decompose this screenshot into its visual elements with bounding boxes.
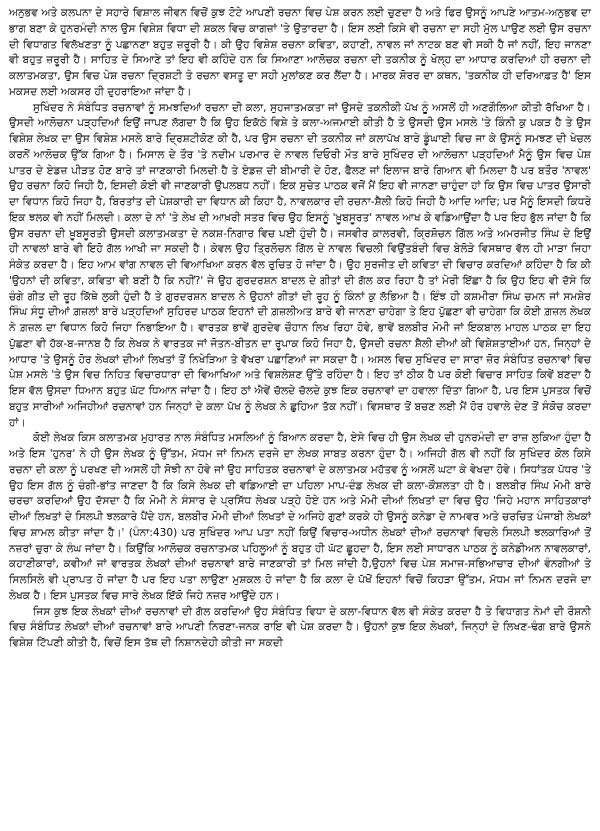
paragraph-2: ਸੁਖਿੰਦਰ ਨੇ ਸੰਬੰਧਿਤ ਰਚਨਾਵਾਂ ਨੂੰ ਸਮਝਦਿਆਂ ਰਚਨਾ ਦੀ ਕਲਾ, ਸੁਹਜਾਤਮਕਤਾ ਜਾਂ ਉਸਦੇ ਤਕਨੀਕੀ ਪੱਖ ਨੂੰ ਅਸਲੋਂ ਹੀ ਅਣਗੌਲਿਆ ਕੀਤੀ ਰੱਖਿਆ ਹੈ। ਉਸਦੀ ਆਲੋਚਨਾ ਪੜ੍ਹਦਿਆਂ ਇਉਂ ਜਾਪਣ ਲੱਗਦਾ ਹੈ ਕਿ ਉਹ ਇਕੱਠੇ ਵਿਸ਼ੇ ਤੇ ਕਲਾ-ਅਜਮਾਈ ਕੀਤੀ ਹੈ ਤੇ ਉਸਦੀ ਉਸ ਮਸਲੇ 'ਤੇ ਕਿੰਨੀ ਕੁ ਪਕੜ ਹੈ ਤੇ ਉਸ ਵਿਸ਼ੇਸ਼ ਲੇਖਕ ਦਾ ਉਸ ਵਿਸ਼ੇਸ਼ ਮਸਲੇ ਬਾਰੇ ਦ੍ਰਿਸ਼ਟੀਕੋਣ ਕੀ ਹੈ, ਪਰ ਉਸ ਰਚਨਾ ਦੀ ਤਕਨੀਕ ਜਾਂ ਕਲਾਪੱਖ ਬਾਰੇ ਡੂੰਘਾਈ ਵਿਚ ਜਾ ਕੇ ਉਸਨੂੰ ਸਮਝਣ ਦੀ ਖੇਚਲ ਕਰਨੋਂ ਆਲੋਚਕ ਉੱਕ ਗਿਆ ਹੈ। ਮਿਸਾਲ ਦੇ ਤੌਰ 'ਤੇ ਨਦੀਮ ਪਰਮਾਰ ਦੇ ਨਾਵਲ ਦਿਓਰੀ ਮੌਤ ਬਾਰੇ ਸੁਖਿੰਦਰ ਦੀ ਆਲੋਚਨਾ ਪੜ੍ਹਦਿਆਂ ਮੈਨੂੰ ਉਸ ਵਿਚ ਪੇਸ਼ ਪਾਤਰ ਦੇ ਏਡਜ਼ ਪੀੜਤ ਹੋਣ ਬਾਰੇ ਤਾਂ ਜਾਣਕਾਰੀ ਮਿਲਦੀ ਹੈ ਤੇ ਏਡਜ਼ ਦੀ ਬੀਮਾਰੀ ਦੇ ਹੋਣ, ਫੈਲਣ ਜਾਂ ਇਲਾਜ ਬਾਰੇ ਗਿਆਨ ਵੀ ਮਿਲਦਾ ਹੈ ਪਰ ਬਤੌਰ 'ਨਾਵਲ' ਉਹ ਰਚਨਾ ਕਿਹੋ ਜਿਹੀ ਹੈ, ਇਸਦੀ ਕੋਈ ਵੀ ਜਾਣਕਾਰੀ ਉਪਲਬਧ ਨਹੀਂ। ਇਕ ਸੁਚੇਤ ਪਾਠਕ ਵਜੋਂ ਮੈਂ ਇਹ ਵੀ ਜਾਨਣਾ ਚਾਹੁੰਦਾ ਹਾਂ ਕਿ ਉਸ ਵਿਚ ਪਾਤਰ ਉਸਾਰੀ ਦਾ ਵਿਧਾਨ ਕਿਹੋ ਜਿਹਾ ਹੈ, ਬਿਰਤਾਂਤ ਦੀ ਪੇਸ਼ਕਾਰੀ ਦਾ ਵਿਧਾਨ ਕੀ ਕਿਹਾ ਹੈ, ਨਾਵਲਕਾਰ ਦੀ ਰਚਨਾ-ਸ਼ੈਲੀ ਕਿਹੋ ਜਿਹੀ ਹੈ ਆਦਿ ਆਦਿ; ਪਰ ਮੈਨੂੰ ਇਸਦੀ ਕਿਧਰੇ ਇਕ ਝਲਕ ਵੀ ਨਹੀਂ ਮਿਲਦੀ। ਕਲਾ ਦੇ ਨਾਂ 'ਤੇ ਲੇਖ ਦੀ ਆਖ਼ਰੀ ਸਤਰ ਵਿਚ ਉਹ ਇਸਨੂੰ 'ਖ਼ੂਬਸੂਰਤ' ਨਾਵਲ ਆਖ ਕੇ ਵਡਿਆਉਂਦਾ ਹੈ ਪਰ ਇਹ ਭੁੱਲ ਜਾਂਦਾ ਹੈ ਕਿ ਉਸ ਰਚਨਾ ਦੀ ਖ਼ੂਬਸੂਰਤੀ ਉਸਦੀ ਕਲਾਤਮਕਤਾ ਦੇ ਨਕਸ਼-ਨਿਗਾਰ ਵਿਚ ਪਈ ਹੁੰਦੀ ਹੈ। ਜਸਵੀਰ ਕਾਲਰਵੀ, ਕ੍ਰਿਸ਼ੋਚਨ ਗਿੱਲ ਅਤੇ ਅਮਰਜੀਤ ਸਿੰਘ ਦੇ ਇਉਂ ਹੀ ਨਾਵਲਾਂ ਬਾਰੇ ਵੀ ਇਹੋ ਗੱਲ ਆਖੀ ਜਾ ਸਕਦੀ ਹੈ। ਕੇਵਲ ਉਹ ਤ੍ਰਿਲੋਚਨ ਗਿੱਲ ਦੇ ਨਾਵਲ ਵਿਚਲੀ ਵਿਉਂਤਬੰਦੀ ਵਿਚ ਬੇਲੋੜੇ ਵਿਸਥਾਰ ਵੱਲ ਹੀ ਮਾੜਾ ਜਿਹਾ ਸੰਕੇਤ ਕਰਦਾ ਹੈ। ਇਹ ਆਮ ਵਾਂਗ ਨਾਵਲ ਦੀ ਵਿਆਖਿਆ ਕਰਨ ਵੱਲ ਰੁਚਿਤ ਹੋ ਜਾਂਦਾ ਹੈ। ਉਹ ਸੁਰਜੀਤ ਦੀ ਕਵਿਤਾ ਦੀ ਵਿਚਾਰ ਕਰਦਿਆਂ ਕਹਿੰਦਾ ਹੈ ਕਿ ਕੀ 'ਉਹਨਾਂ ਦੀ ਕਵਿਤਾ, ਕਵਿਤਾ ਵੀ ਬਣੀ ਹੈ ਕਿ ਨਹੀਂ?' ਜੇ ਉਹ ਗੁਰਦਰਸ਼ਨ ਬਾਦਲ ਦੇ ਗੀਤਾਂ ਦੀ ਗੱਲ ਕਰ ਰਿਹਾ ਹੈ ਤਾਂ ਮੇਰੀ ਇੱਛਾ ਹੈ ਕਿ ਉਹ ਇਹ ਵੀ ਦੱਸੇ ਕਿ ਚੰਗੇ ਗੀਤ ਦੀ ਰੂਹ ਕਿੱਥੇ ਲੁਕੀ ਹੁੰਦੀ ਹੈ ਤੇ ਗੁਰਦਰਸ਼ਨ ਬਾਦਲ ਨੇ ਉਹਨਾਂ ਗੀਤਾਂ ਦੀ ਰੂਹ ਨੂੰ ਕਿੰਨਾਂ ਕੁ ਲੱਭਿਆ ਹੈ। ਇੰਝ ਹੀ ਕਸ਼ਮੀਰਾ ਸਿੰਘ ਚਮਨ ਜਾਂ ਸਮਸ਼ੇਰ ਸਿੰਘ ਸੰਧੂ ਦੀਆਂ ਗ਼ਜ਼ਲਾਂ ਬਾਰੇ ਪੜ੍ਹਦਿਆਂ ਸੁਹਿਰਦ ਪਾਠਕ ਇਹਨਾਂ ਦੀ ਗ਼ਜ਼ਲੀਅਤ ਬਾਰੇ ਵੀ ਜਾਨਣਾ ਚਾਹੇਗਾ ਤੇ ਇਹ ਪੁੱਛਣਾ ਵੀ ਚਾਹੇਗਾ ਕਿ ਕੋਈ ਗ਼ਜ਼ਲ ਲੇਖਕ ਨੇ ਗ਼ਜ਼ਲ ਦਾ ਵਿਧਾਨ ਕਿਹੋ ਜਿਹਾ ਨਿਭਾਇਆ ਹੈ। ਵਾਰਤਕ ਭਾਵੇਂ ਗੁਰਦੇਵ ਚੌਹਾਨ ਲਿਖ ਰਿਹਾ ਹੋਵੇ, ਭਾਵੇਂ ਬਲਬੀਰ ਮੋਮੀ ਜਾਂ ਇਕਬਾਲ ਮਾਹਲ ਪਾਠਕ ਦਾ ਇਹ ਪੁੱਛਣਾ ਵੀ ਹੱਕ-ਬ-ਜਾਨਬ ਹੈ ਕਿ ਲੇਖਕ ਨੇ ਵਾਰਤਕ ਜਾਂ ਜੋਤਨ-ਬੀਤਨ ਦਾ ਰੂਪਾਕ ਕਿਹੋ ਜਿਹਾ ਹੈ, ਉਸਦੀ ਰਚਨਾ ਸ਼ੈਲੀ ਦੀਆਂ ਕੀ ਵਿਸ਼ੇਸ਼ਤਾਈਆਂ ਹਨ, ਜਿਨ੍ਹਾਂ ਦੇ ਆਧਾਰ 'ਤੇ ਉਸਨੂੰ ਹੋਰ ਲੇਖਕਾਂ ਦੀਆਂ ਲਿਖਤਾਂ ਤੋਂ ਨਿਖੇੜਿਆ ਤੇ ਵੱਖਰਾ ਪਛਾਣਿਆਂ ਜਾ ਸਕਦਾ ਹੈ। ਅਸਲ ਵਿਚ ਸੁਖਿੰਦਰ ਦਾ ਸਾਰਾ ਜ਼ੋਰ ਸੰਬੰਧਿਤ ਰਚਨਾਵਾਂ ਵਿਚ ਪੇਸ਼ ਮਸਲੇ 'ਤੇ ਉਸ ਵਿਚ ਨਿਹਿਤ ਵਿਚਾਰਧਾਰਾ ਦੀ ਵਿਆਖਿਆ ਅਤੇ ਵਿਸ਼ਲੇਸ਼ਣ ਉੱਤੇ ਰਹਿੰਦਾ ਹੈ। ਇਹ ਤਾਂ ਠੀਕ ਹੈ ਪਰ ਕੋਈ ਵਿਚਾਰ ਸਾਹਿਤ ਕਿਵੇਂ ਬਣਦਾ ਹੈ ਇਸ ਵੱਲ ਉਸਦਾ ਧਿਆਨ ਬਹੁਤ ਘੱਟ ਧਿਆਨ ਜਾਂਦਾ ਹੈ। ਇਹ ਠਾਂ ਐਵੇਂ ਚੱਲਦੇ ਚੱਲਦੇ ਕੁਝ ਇਕ ਰਚਨਾਵਾਂ ਦਾ ਹਵਾਲਾ ਦਿੱਤਾ ਗਿਆ ਹੈ, ਪਰ ਇਸ ਪੁਸਤਕ ਵਿਚੋਂ ਬਹੁਤ ਸਾਰੀਆਂ ਅਜਿਹੀਆਂ ਰਚਨਾਵਾਂ ਹਨ ਜਿਨ੍ਹਾਂ ਦੇ ਕਲਾ ਪੱਖ ਨੂੰ ਲੇਖਕ ਨੇ ਛੁਹਿਆ ਤੱਕ ਨਹੀਂ। ਵਿਸਥਾਰ ਤੋਂ ਬਚਣ ਲਈ ਮੈਂ ਹੋਰ ਹਵਾਲੇ ਦੇਣ ਤੋਂ ਸੰਕੋਚ ਕਰਦਾ ਹਾਂ। [9, 101, 592, 429]
paragraph-3: ਕੋਈ ਲੇਖਕ ਕਿਸ ਕਲਾਤਮਕ ਮੁਹਾਰਤ ਨਾਲ ਸੰਬੰਧਿਤ ਮਸਲਿਆਂ ਨੂੰ ਬਿਆਨ ਕਰਦਾ ਹੈ, ਏਸੇ ਵਿਚ ਹੀ ਉਸ ਲੇਖਕ ਦੀ ਹੁਨਰਮੰਦੀ ਦਾ ਰਾਜ਼ ਲੁਕਿਆ ਹੁੰਦਾ ਹੈ ਅਤੇ ਇਸ 'ਹੁਨਰ' ਨੇ ਹੀ ਉਸ ਲੇਖਕ ਨੂੰ ਉੱਤਮ, ਮੱਧਮ ਜਾਂ ਨਿਮਨ ਦਰਜੇ ਦਾ ਲੇਖਕ ਸਾਬਤ ਕਰਨਾ ਹੁੰਦਾ ਹੈ। ਅਜਿਹੀ ਗੱਲ ਵੀ ਨਹੀਂ ਕਿ ਸੁਖਿੰਦਰ ਕੋਲ ਕਿਸੇ ਰਚਨਾ ਦੀ ਕਲਾ ਨੂੰ ਪਰਖਣ ਦੀ ਅਸਲੋਂ ਹੀ ਸੋਝੀ ਨਾ ਹੋਵੇ ਜਾਂ ਉਹ ਸਾਹਿਤਕ ਰਚਨਾਵਾਂ ਦੇ ਕਲਾਤਮਕ ਮਹੱਤਵ ਨੂੰ ਅਸਲੋਂ ਘਟਾ ਕੇ ਵੇਖਦਾ ਹੋਵੇ। ਸਿਧਾਂਤਕ ਪੱਧਰ 'ਤੇ ਉਹ ਇਸ ਗੱਲ ਨੂੰ ਚੰਗੀ-ਭਾਂਤ ਜਾਣਦਾ ਹੈ ਕਿ ਕਿਸੇ ਲੇਖਕ ਦੀ ਵਡਿਆਈ ਦਾ ਪਹਿਲਾ ਮਾਪ-ਦੰਡ ਲੇਖਕ ਦੀ ਕਲਾ-ਕੌਸ਼ਲਤਾ ਹੀ ਹੈ। ਬਲਬੀਰ ਸਿੰਘ ਮੋਮੀ ਬਾਰੇ ਚਰਚਾ ਕਰਦਿਆਂ ਉਹ ਦੱਸਦਾ ਹੈ ਕਿ ਮੋਮੀ ਨੇ ਸੰਸਾਰ ਦੇ ਪ੍ਰਸਿੱਧ ਲੇਖਕ ਪੜ੍ਹੇ ਹੋਏ ਹਨ ਅਤੇ ਮੋਮੀ ਦੀਆਂ ਲਿਖਤਾਂ ਦਾ ਵਿਚ ਉਹ 'ਜਿਹੇ ਮਹਾਨ ਸਾਹਿਤਕਾਰਾਂ ਦੀਆਂ ਲਿਖਤਾਂ ਦੇ ਸਿਲਪੀ ਝਲਕਾਰੇ ਪੈਂਦੇ ਹਨ, ਬਲਬੀਰ ਮੋਮੀ ਦੀਆਂ ਲਿਖਤਾਂ ਦੇ ਅਜਿਹੇ ਗੁਣਾਂ ਕਰਕੇ ਹੀ ਉਸਨੂੰ ਕਨੇਡਾ ਦੇ ਨਾਮਵਰ ਅਤੇ ਚਰਚਿਤ ਪੰਜਾਬੀ ਲੇਖਕਾਂ ਵਿਚ ਸ਼ਾਮਲ ਕੀਤਾ ਜਾਂਦਾ ਹੈ।' (ਪੰਨਾ:430) ਪਰ ਸੁਖਿੰਦਰ ਆਪ ਪਤਾ ਨਹੀਂ ਕਿਉਂ ਵਿਚਾਰ-ਅਧੀਨ ਲੇਖਕਾਂ ਦੀਆਂ ਰਚਨਾਵਾਂ ਵਿਚਲੇ ਸਿਲਪੀ ਝਲਕਾਰਿਆਂ ਤੋਂ ਨਜ਼ਰਾਂ ਚੁਰਾ ਕੇ ਲੰਘ ਜਾਂਦਾ ਹੈ। ਕਿਉਂਕਿ ਆਲੋਚਕ ਰਚਨਾਤਮਕ ਪਹਿਲੂਆਂ ਨੂੰ ਬਹੁਤ ਹੀ ਘੱਟ ਛੂਹਦਾ ਹੈ, ਇਸ ਲਈ ਸਾਧਾਰਨ ਪਾਠਕ ਨੂੰ ਕਨੇਡੀਅਨ ਨਾਵਲਕਾਰਾਂ, ਕਹਾਣੀਕਾਰਾਂ, ਕਵੀਆਂ ਜਾਂ ਵਾਰਤਕ ਲੇਖਕਾਂ ਦੀਆਂ ਰਚਨਾਵਾਂ ਬਾਰੇ ਜਾਣਕਾਰੀ ਤਾਂ ਮਿਲ ਜਾਂਦੀ ਹੈ,ਉਹਨਾਂ ਵਿਚ ਪੇਸ਼ ਸਮਾਜ-ਸਭਿਆਚਾਰ ਦੀਆਂ ਵੰਨਗੀਆਂ ਤੇ ਸਿਲਸਿਲੇ ਵੀ ਪ੍ਰਾਪਤ ਹੋ ਜਾਂਦਾ ਹੈ ਪਰ ਇਹ ਪਤਾ ਲਾਉਣਾ ਮੁਸ਼ਕਲ ਹੋ ਜਾਂਦਾ ਹੈ ਕਿ ਕਲਾ ਦੇ ਪੱਖੋਂ ਇਹਨਾਂ ਵਿਚੋਂ ਕਿਹੜਾ ਉੱਤਮ, ਮੱਧਮ ਜਾਂ ਨਿਮਨ ਦਰਜੇ ਦਾ ਲੇਖਕ ਹੈ। ਇਸ ਪੁਸਤਕ ਵਿਚ ਸਾਰੇ ਲੇਖਕ ਇੱਕੋ ਜਿਹੇ ਨਜ਼ਰ ਆਉਂਦੇ ਹਨ। [9, 432, 591, 602]
paragraph-1: ਅਨੁਭਵ ਅਤੇ ਕਲਪਨਾ ਦੇ ਸਹਾਰੇ ਵਿਸ਼ਾਲ ਜੀਵਨ ਵਿਚੋਂ ਕੁਝ ਟੋਟੇ ਆਪਣੀ ਰਚਨਾ ਵਿਚ ਪੇਸ਼ ਕਰਨ ਲਈ ਚੁਣਦਾ ਹੈ ਅਤੇ ਫਿਰ ਉਸਨੂੰ ਆਪਣੇ ਆਤਮ-ਅਨੁਭਵ ਦਾ ਭਾਗ ਬਣਾ ਕੇ ਹੁਨਰਮੰਦੀ ਨਾਲ ਉਸ ਵਿਸ਼ੇਸ਼ ਵਿਧਾ ਦੀ ਸ਼ਕਲ ਵਿਚ ਕਾਗਜ਼ਾਂ 'ਤੇ ਉਤਾਰਦਾ ਹੈ। ਇਸ ਲਈ ਕਿਸੇ ਵੀ ਰਚਨਾ ਦਾ ਸਹੀ ਮੁੱਲ ਪਾਉਣ ਲਈ ਉਸ ਰਚਨਾ ਦੀ ਵਿਧਾਗਤ ਵਿਲੱਖਣਤਾ ਨੂੰ ਪਛਾਨਣਾ ਬਹੁਤ ਜ਼ਰੂਰੀ ਹੈ। ਕੀ ਉਹ ਵਿਸ਼ੇਸ਼ ਰਚਨਾ ਕਵਿਤਾ, ਕਹਾਣੀ, ਨਾਵਲ ਜਾਂ ਨਾਟਕ ਬਣ ਵੀ ਸਕੀ ਹੈ ਜਾਂ ਨਹੀਂ, ਇਹ ਜਾਨਣਾ ਵੀ ਬਹੁਤ ਜ਼ਰੂਰੀ ਹੈ। ਸਾਹਿਤ ਦੇ ਸਿਆਣੇ ਤਾਂ ਇਹ ਵੀ ਕਹਿੰਦੇ ਹਨ ਕਿ ਸਿਆਣਾ ਆਲੋਚਕ ਰਚਨਾ ਦੀ ਤਕਨੀਕ ਨੂੰ ਖੋਲ੍ਹ ਦਾ ਆਧਾਰ ਕਰਦਿਆਂ ਹੀ ਰਚਨਾ ਦੀ ਕਲਾਤਮਕਤਾ, ਉਸ ਵਿਚ ਪੇਸ਼ ਰਚਨਾ ਦ੍ਰਿਸ਼ਟੀ ਤੇ ਰਚਨਾ ਵਸਤੂ ਦਾ ਸਹੀ ਮੁਲਾਂਕਣ ਕਰ ਲੈਂਦਾ ਹੈ। ਮਾਰਕ ਸ਼ੋਰਰ ਦਾ ਕਥਨ, 'ਤਕਨੀਕ ਹੀ ਦਰਿਆਫ਼ਤ ਹੈ' ਇਸ ਮਕਸਦ ਲਈ ਅਕਸਰ ਹੀ ਦੁਹਰਾਇਆ ਜਾਂਦਾ ਹੈ। [9, 7, 591, 98]
paragraph-4: ਜਿਸ ਕੁਝ ਇਕ ਲੇਖਕਾਂ ਦੀਆਂ ਰਚਨਾਵਾਂ ਦੀ ਗੱਲ ਕਰਦਿਆਂ ਉਹ ਸੰਬੰਧਿਤ ਵਿਧਾ ਦੇ ਕਲਾ-ਵਿਧਾਨ ਵੱਲ ਵੀ ਸੰਕੇਤ ਕਰਦਾ ਹੈ ਤੇ ਵਿਧਾਗਤ ਨੇਮਾਂ ਦੀ ਰੌਸ਼ਨੀ ਵਿਚ ਸੰਬੰਧਿਤ ਲੇਖਕਾਂ ਦੀਆਂ ਰਚਨਾਵਾਂ ਬਾਰੇ ਆਪਣੀ ਨਿਰਣਾ-ਜਨਕ ਰਾਇ ਵੀ ਪੇਸ਼ ਕਰਦਾ ਹੈ। ਉਹਨਾਂ ਕੁਝ ਇਕ ਲੇਖਕਾਂ, ਜਿਨ੍ਹਾਂ ਦੇ ਲਿਖਣ-ਢੰਗ ਬਾਰੇ ਉਸਨੇ ਵਿਸ਼ੇਸ਼ ਟਿੱਪਣੀ ਕੀਤੀ ਹੈ, ਵਿਚੋਂ ਇਸ ਤੱਥ ਦੀ ਨਿਸ਼ਾਨਦੇਹੀ ਕੀਤੀ ਜਾ ਸਕਦੀ [9, 605, 591, 649]
